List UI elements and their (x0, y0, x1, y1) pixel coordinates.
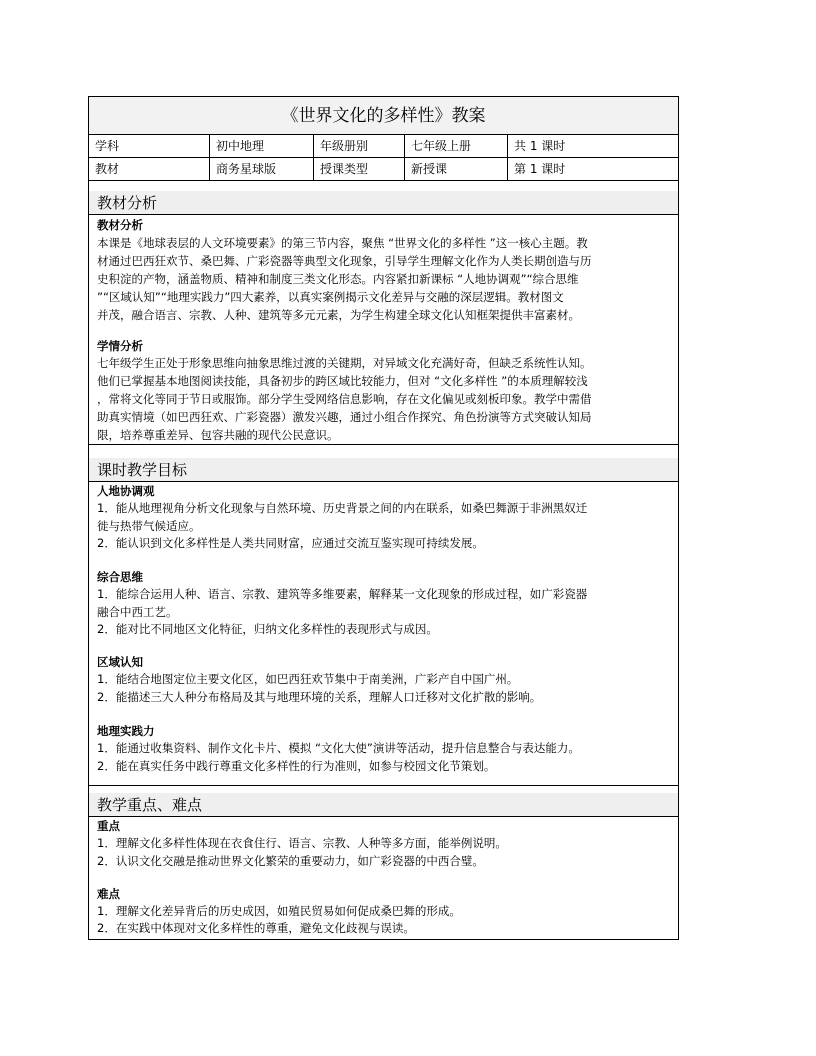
grade-label: 年级册别 (314, 135, 405, 157)
text-line: 七年级学生正处于形象思维向抽象思维过渡的关键期，对异域文化充满好奇，但缺乏系统性认知。 (97, 356, 592, 370)
text-line: 2．在实践中体现对文化多样性的尊重，避免文化歧视与误读。 (97, 921, 415, 935)
subheading: 学情分析 (97, 339, 143, 353)
lesson-plan-table (88, 96, 679, 940)
total-periods: 共 1 课时 (514, 139, 566, 153)
text-line: ，常将文化等同于节日或服饰。部分学生受网络信息影响，存在文化偏见或刻板印象。教学中需借 (97, 392, 592, 406)
text-line: 限，培养尊重差异、包容共融的现代公民意识。 (97, 428, 339, 442)
grade-value: 七年级上册 (405, 135, 508, 157)
textbook-value: 商务星球版 (210, 158, 314, 180)
section-head-objectives (89, 458, 678, 482)
document-title: 《世界文化的多样性》教案 (281, 106, 486, 126)
current-period: 第 1 课时 (514, 162, 566, 176)
subheading: 重点 (97, 819, 120, 833)
text-line: 2．能描述三大人种分布格局及其与地理环境的关系，理解人口迁移对文化扩散的影响。 (97, 690, 542, 704)
text-line: 他们已掌握基本地图阅读技能，具备初步的跨区域比较能力，但对 “文化多样性 ”的本质理解较浅 (97, 374, 588, 388)
text-line: 1．理解文化差异背后的历史成因，如殖民贸易如何促成桑巴舞的形成。 (97, 904, 461, 918)
subheading: 综合思维 (97, 570, 143, 584)
lesson-type-label: 授课类型 (314, 158, 405, 180)
info-row-1 (89, 135, 678, 158)
section-head-analysis (89, 191, 678, 215)
text-line: 2．能对比不同地区文化特征，归纳文化多样性的表现形式与成因。 (97, 622, 438, 636)
text-line: 本课是《地球表层的人文环境要素》的第三节内容，聚焦 “世界文化的多样性 ”这一核心主题。教 (97, 236, 588, 250)
section-title: 教学重点、难点 (97, 796, 203, 814)
text-line: 1．能综合运用人种、语言、宗教、建筑等多维要素，解释某一文化现象的形成过程，如广彩瓷器 (97, 587, 588, 601)
subject-label: 学科 (89, 135, 210, 157)
text-line: 2．能认识到文化多样性是人类共同财富，应通过交流互鉴实现可持续发展。 (97, 536, 484, 550)
text-line: 2．能在真实任务中践行尊重文化多样性的行为准则，如参与校园文化节策划。 (97, 759, 496, 773)
text-line: 1．理解文化多样性体现在衣食住行、语言、宗教、人种等多方面，能举例说明。 (97, 836, 507, 850)
lesson-type-value: 新授课 (405, 158, 508, 180)
text-line: 助真实情境（如巴西狂欢、广彩瓷器）激发兴趣，通过小组合作探究、角色扮演等方式突破认知局 (97, 410, 592, 424)
text-line: ”“区域认知”“地理实践力”四大素养，以真实案例揭示文化差异与交融的深层逻辑。教材图文 (97, 290, 564, 304)
section-title: 教材分析 (97, 194, 158, 212)
text-line: 1．能从地理视角分析文化现象与自然环境、历史背景之间的内在联系，如桑巴舞源于非洲黑奴迁 (97, 501, 588, 515)
section-body-objectives (89, 482, 678, 786)
title-row (89, 97, 678, 135)
subheading: 难点 (97, 887, 120, 901)
text-line: 材通过巴西狂欢节、桑巴舞、广彩瓷器等典型文化现象，引导学生理解文化作为人类长期创造与历 (97, 254, 592, 268)
text-line: 2．认识文化交融是推动世界文化繁荣的重要动力，如广彩瓷器的中西合璧。 (97, 854, 484, 868)
text-line: 融合中西工艺。 (97, 605, 178, 619)
section-head-key-points (89, 793, 678, 817)
text-line: 史积淀的产物，涵盖物质、精神和制度三类文化形态。内容紧扣新课标 “人地协调观”“综合思维 (97, 272, 579, 286)
info-row-2 (89, 158, 678, 181)
section-title: 课时教学目标 (97, 461, 188, 479)
text-line: 并茂，融合语言、宗教、人种、建筑等多元元素，为学生构建全球文化认知框架提供丰富素材。 (97, 308, 580, 322)
text-line: 徙与热带气候适应。 (97, 519, 201, 533)
subheading: 地理实践力 (97, 724, 155, 738)
text-line: 1．能通过收集资料、制作文化卡片、模拟 “文化大使”演讲等活动，提升信息整合与表达能力。 (97, 741, 580, 755)
textbook-label: 教材 (89, 158, 210, 180)
subheading: 区域认知 (97, 655, 143, 669)
subheading: 教材分析 (97, 218, 143, 232)
subheading: 人地协调观 (97, 484, 155, 498)
section-body-analysis (89, 215, 678, 445)
subject-value: 初中地理 (210, 135, 314, 157)
section-body-key-points (89, 817, 678, 939)
text-line: 1．能结合地图定位主要文化区，如巴西狂欢节集中于南美洲，广彩产自中国广州。 (97, 672, 519, 686)
